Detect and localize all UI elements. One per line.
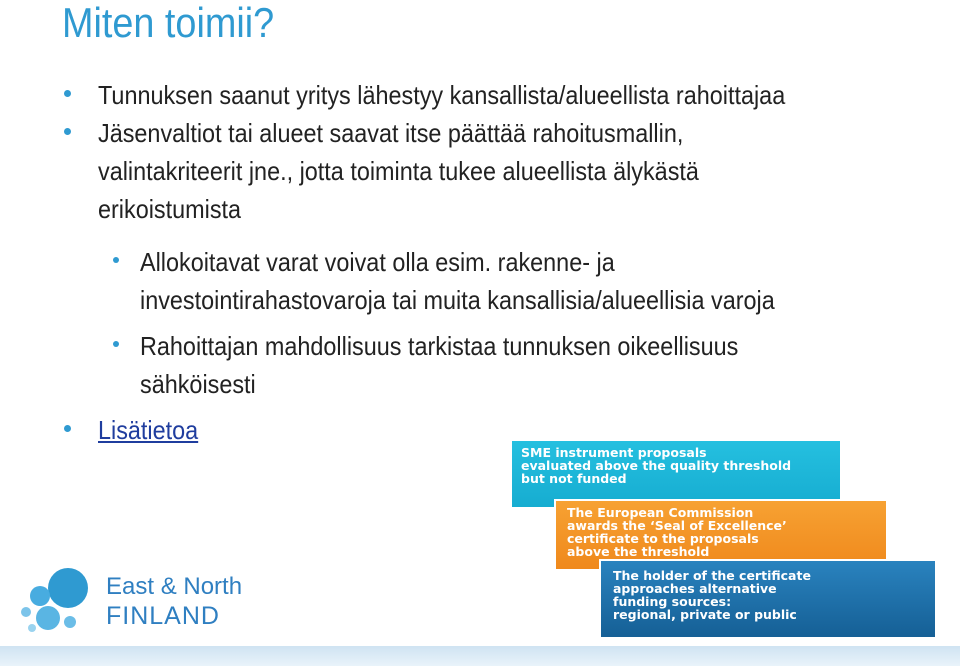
bullet-dot bbox=[64, 90, 71, 97]
bullet-item bbox=[98, 114, 872, 228]
bullet-line: valintakriteerit jne., jotta toiminta tukee alueellista älykästä bbox=[98, 156, 699, 186]
logo-text-line1: East & North bbox=[106, 573, 243, 600]
bullet-line: investointirahastovaroja tai muita kansallisia/alueellisia varoja bbox=[140, 285, 775, 315]
bullet-line: Jäsenvaltiot tai alueet saavat itse päättää rahoitusmallin, bbox=[98, 118, 684, 148]
logo-text-line2: FINLAND bbox=[106, 602, 220, 630]
bullet-text: Tunnuksen saanut yritys lähestyy kansallista/alueellista rahoittajaa bbox=[98, 80, 786, 110]
bullet-line: Rahoittajan mahdollisuus tarkistaa tunnuksen oikeellisuus bbox=[140, 331, 739, 361]
bullet-line: sähköisesti bbox=[140, 369, 256, 399]
bullet-dot bbox=[64, 425, 71, 432]
bullet-dot bbox=[64, 128, 71, 135]
logo-dots-icon bbox=[18, 566, 98, 636]
cyan-box-text: SME instrument proposals evaluated above the quality threshold but not funded bbox=[521, 445, 792, 486]
bullet-line: Allokoitavat varat voivat olla esim. rakenne- ja bbox=[140, 247, 615, 277]
bullet-item bbox=[98, 76, 872, 114]
east-north-finland-logo bbox=[18, 566, 258, 636]
sub-bullet-dot bbox=[113, 341, 119, 347]
blue-box-text: The holder of the certificate approaches alternative funding sources: regional, private or public bbox=[613, 568, 811, 622]
sub-bullet-dot bbox=[113, 257, 119, 263]
seal-of-excellence-diagram bbox=[505, 430, 945, 655]
slide-title: Miten toimii? bbox=[62, 0, 275, 46]
sub-bullet-item bbox=[140, 327, 851, 403]
lisatietoa-link[interactable]: Lisätietoa bbox=[98, 415, 199, 445]
bottom-bar bbox=[0, 646, 960, 666]
bullet-line: erikoistumista bbox=[98, 194, 242, 224]
sub-bullet-item bbox=[140, 243, 851, 319]
orange-box-text: The European Commission awards the ‘Seal of Excellence’ certificate to the proposals above the threshold bbox=[567, 505, 787, 559]
